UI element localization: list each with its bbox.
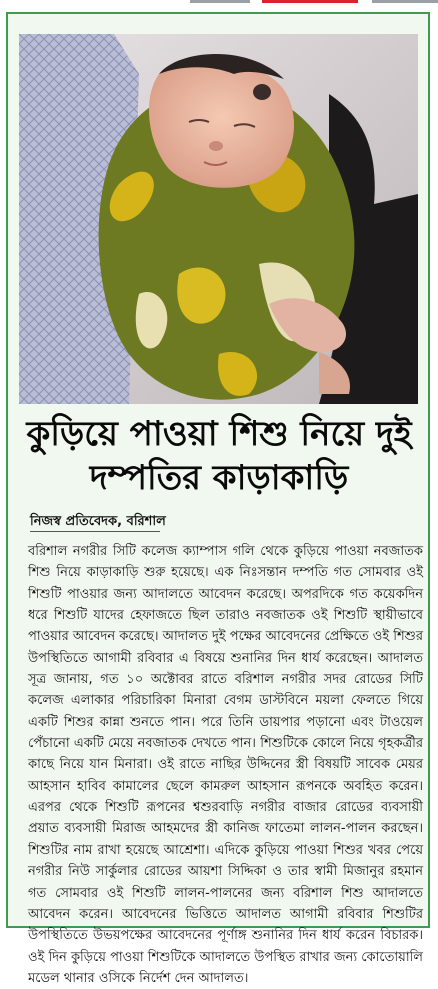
- page-top-strip: [0, 0, 438, 6]
- byline-separator: ,: [117, 514, 127, 529]
- article-body-text: বরিশাল নগরীর সিটি কলেজ ক্যাম্পাস গলি থেকে কুড়িয়ে পাওয়া নবজাতক শিশু নিয়ে কাড়াকাড়ি শুরু হয়েছে। এক নিঃসন্তান দম্পতি গত সোমবার ওই শিশুটি পাওয়ার জন্য আদালতে আবেদন করেছে। অপরদিকে গত কয়েকদিন ধরে শিশুটি যাদের হেফাজতে ছিল তারাও নবজাতক ওই শিশুটি স্থায়ীভাবে পাওয়ার আবেদন করেছে। আদালত দুই পক্ষের আবেদনের প্রেক্ষিতে ওই শিশুর উপস্থিতিতে আগামী রবিবার এ বিষয়ে শুনানির দিন ধার্য করেছেন। আদালত সূত্র জানায়, গত ১০ অক্টোবর রাতে বরিশাল নগরীর সদর রোডের সিটি কলেজ এলাকার পরিচারিকা মিনারা বেগম ডাস্টবিনে ময়লা ফেলতে গিয়ে একটি শিশুর কান্না শুনতে পান। পরে তিনি ডায়পার পড়ানো এবং টাওয়েল পেঁচানো একটি মেয়ে নবজাতক দেখতে পান। শিশুটিকে কোলে নিয়ে গৃহকর্ত্রীর কাছে নিয়ে যান মিনারা। ওই রাতে নাছির উদ্দিনের স্ত্রী বিষয়টি সাবেক মেয়র আহসান হাবিব কামালের ছেলে কামরুল আহসান রূপনকে অবহিত করেন। এরপর থেকে শিশুটি রূপনের শ্বশুরবাড়ি নগরীর বাজার রোডের ব্যবসায়ী প্রয়াত ব্যবসায়ী মিরাজ আহমদের স্ত্রী কানিজ ফাতেমা লালন-পালন করছেন। শিশুটির নাম রাখা হয়েছে আশ্রেশা। এদিকে কুড়িয়ে পাওয়া শিশুর খবর পেয়ে নগরীর নিউ সার্কুলার রোডের আয়শা সিদ্দিকা ও তার স্বামী মিজানুর রহমান গত সোমবার ওই শিশুটি লালন-পালনের জন্য বরিশাল শিশু আদালতে আবেদন করেন। আবেদনের ভিত্তিতে আদালত আগামী রবিবার শিশুটির উপস্থিতিতে উভয়পক্ষের আবেদনের পূর্ণাঙ্গ শুনানির দিন ধার্য করেন বিচারক। ওই দিন কুড়িয়ে পাওয়া শিশুটিকে আদালতে উপস্থিত রাখার জন্য কোতোয়ালি মডেল থানার ওসিকে নির্দেশ দেন আদালত।: [28, 544, 423, 986]
- byline-location: বরিশাল: [126, 514, 166, 529]
- baby-face: [149, 60, 294, 188]
- top-strip-segment: [190, 0, 250, 3]
- article-photo: [19, 34, 418, 404]
- article-body: [28, 541, 423, 989]
- byline: [30, 512, 166, 533]
- top-strip-segment: [372, 0, 438, 3]
- top-strip-segment: [262, 0, 358, 3]
- headline-line-1: কুড়িয়ে পাওয়া শিশু নিয়ে দুই: [26, 414, 412, 454]
- byline-underline: [30, 531, 160, 532]
- headline-line-2: দম্পতির কাড়াকাড়ি: [89, 458, 349, 498]
- byline-reporter: নিজস্ব প্রতিবেদক: [30, 514, 118, 529]
